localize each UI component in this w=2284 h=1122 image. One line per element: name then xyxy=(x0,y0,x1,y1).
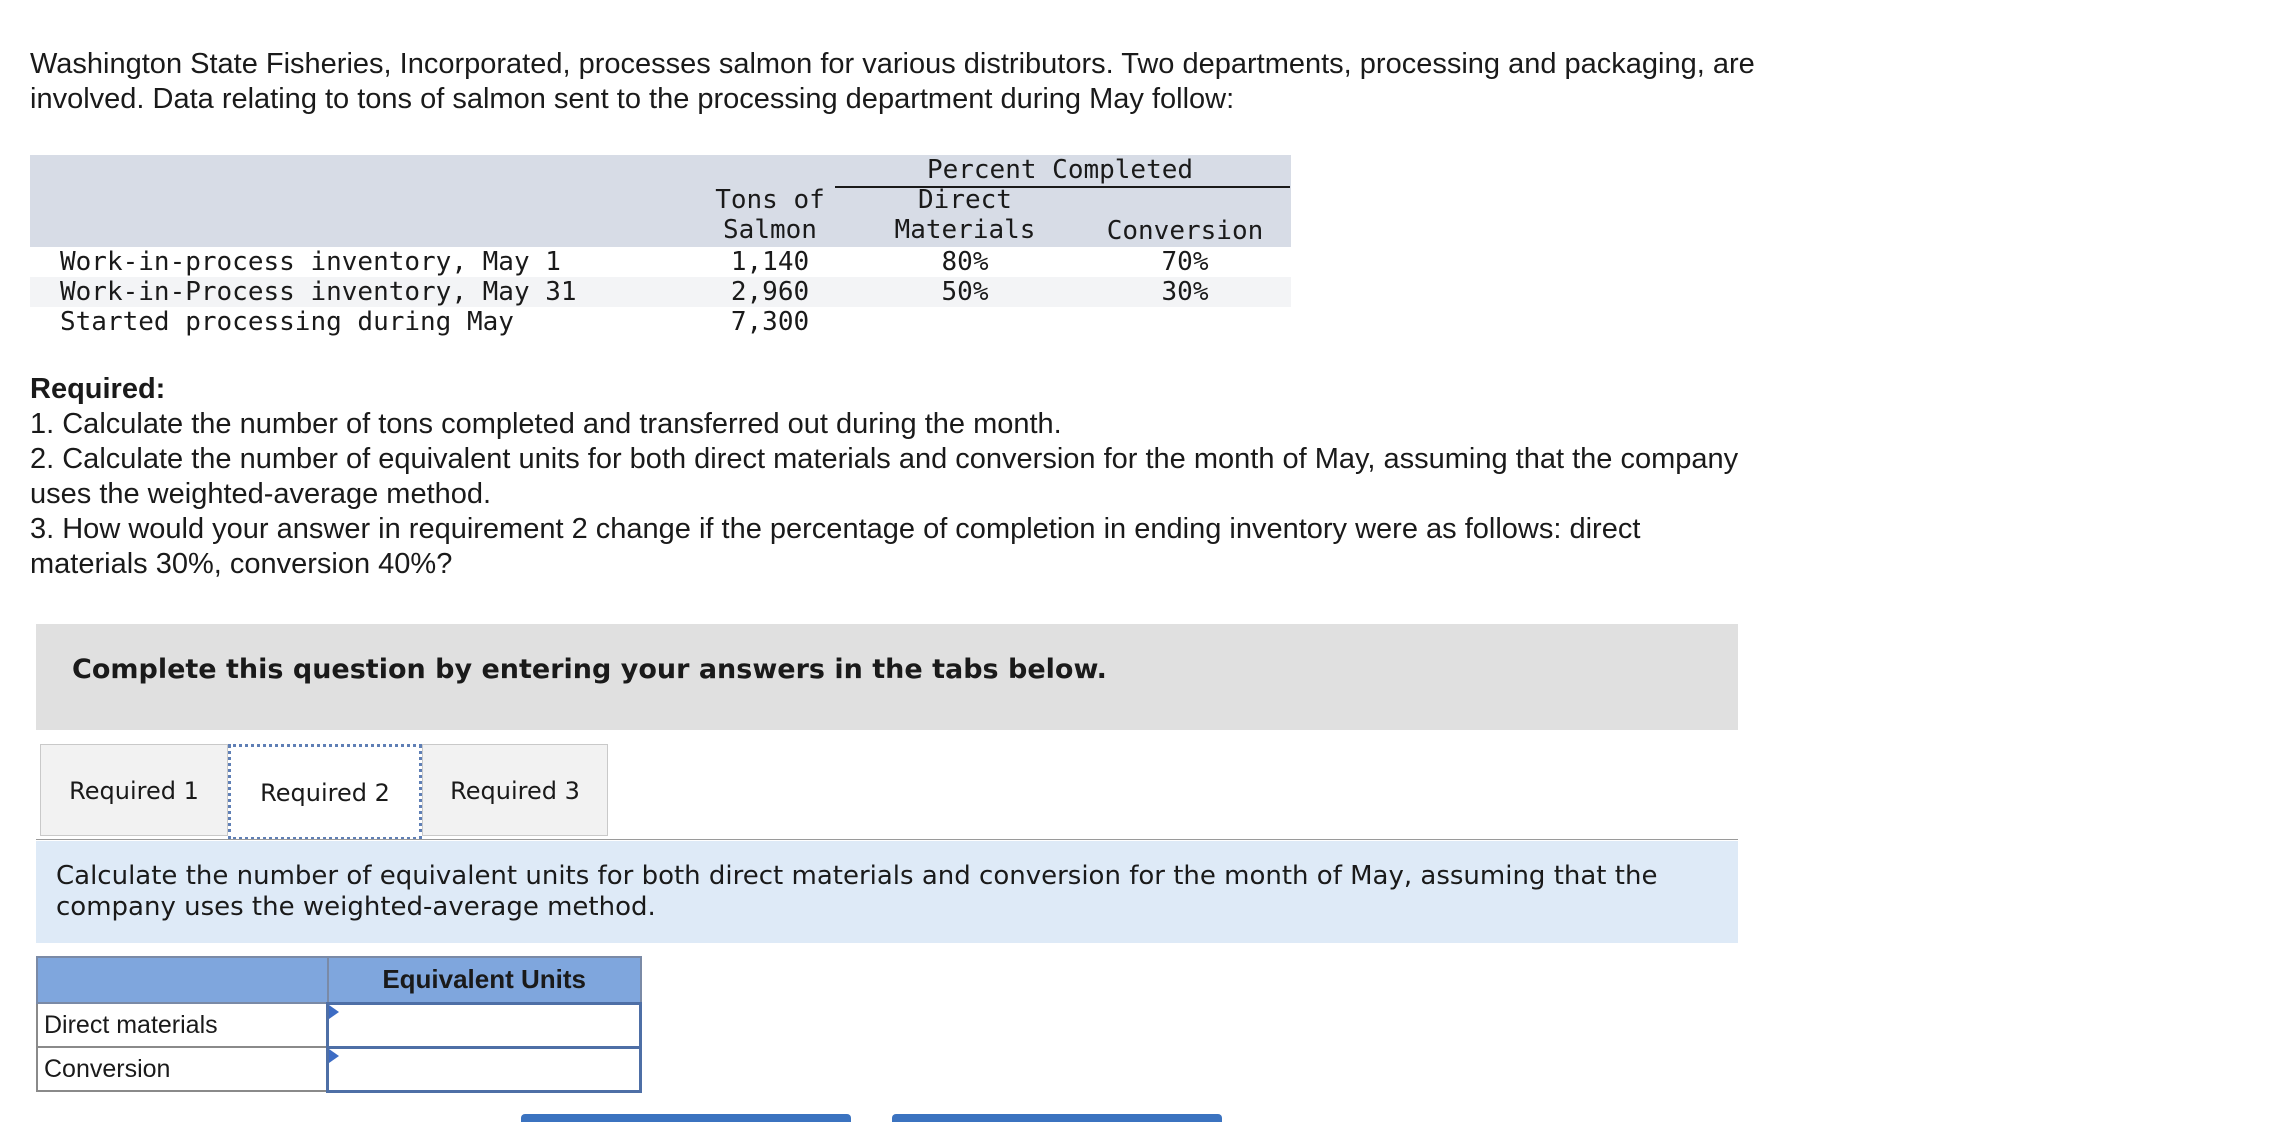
requirements-section xyxy=(30,372,1950,582)
previous-button[interactable] xyxy=(521,1114,851,1122)
dm-header-line-2: Materials xyxy=(894,215,1036,245)
conversion-label: Conversion xyxy=(37,1047,328,1091)
required-heading: Required: xyxy=(30,373,166,405)
answer-table-header-row xyxy=(37,957,641,1003)
equivalent-units-header: Equivalent Units xyxy=(328,957,641,1003)
tons-value: 7,300 xyxy=(730,307,810,337)
instruction-banner-text: Complete this question by entering your answers in the tabs below. xyxy=(72,654,1107,685)
direct-materials-column-header xyxy=(840,185,1090,245)
row-label: Work-in-process inventory, May 1 xyxy=(60,247,561,277)
salmon-data-table xyxy=(30,155,1291,337)
tab-panel-instruction xyxy=(36,841,1738,943)
direct-materials-label: Direct materials xyxy=(37,1003,328,1047)
conversion-percent: 30% xyxy=(1161,277,1209,307)
tabs-divider xyxy=(36,839,1738,840)
percent-completed-header: Percent Completed xyxy=(926,155,1194,185)
tab-required-1[interactable]: Required 1 xyxy=(40,744,228,836)
conversion-column-header: Conversion xyxy=(1106,216,1264,246)
table-row xyxy=(37,1047,641,1091)
table-row xyxy=(37,1003,641,1047)
tab-required-3[interactable]: Required 3 xyxy=(422,744,608,836)
tons-value: 2,960 xyxy=(730,277,810,307)
table-row xyxy=(30,247,1291,277)
direct-materials-answer-cell[interactable] xyxy=(328,1003,641,1047)
intro-line-2: involved. Data relating to tons of salmon sent to the processing department during May follow: xyxy=(30,83,1235,115)
conversion-equivalent-units-input[interactable] xyxy=(329,1050,639,1088)
next-button[interactable] xyxy=(892,1114,1222,1122)
conversion-answer-cell[interactable] xyxy=(328,1047,641,1091)
tab-panel-text: Calculate the number of equivalent units for both direct materials and conversion for the month of May, assuming that the company uses the weighted-average method. xyxy=(56,861,1658,922)
requirement-1: 1. Calculate the number of tons completed and transferred out during the month. xyxy=(30,408,1062,440)
direct-materials-equivalent-units-input[interactable] xyxy=(329,1006,639,1044)
data-table-header xyxy=(30,155,1291,247)
intro-line-1: Washington State Fisheries, Incorporated, processes salmon for various distributors. Two departments, processing and packaging, are xyxy=(30,48,1755,80)
instruction-banner xyxy=(36,624,1738,730)
tons-value: 1,140 xyxy=(730,247,810,277)
tons-header-line-2: Salmon xyxy=(723,215,817,245)
requirement-3-line-2: materials 30%, conversion 40%? xyxy=(30,548,453,580)
problem-intro xyxy=(30,47,1950,117)
answer-header-blank xyxy=(37,957,328,1003)
tab-required-2[interactable]: Required 2 xyxy=(228,744,422,840)
input-marker-icon xyxy=(329,1049,339,1063)
row-label: Work-in-Process inventory, May 31 xyxy=(60,277,577,307)
requirement-2-line-1: 2. Calculate the number of equivalent units for both direct materials and conversion for the month of May, assuming that the company xyxy=(30,443,1739,475)
input-marker-icon xyxy=(329,1005,339,1019)
row-label: Started processing during May xyxy=(60,307,514,337)
dm-percent: 50% xyxy=(941,277,989,307)
tons-header-line-1: Tons of xyxy=(715,185,825,215)
dm-header-line-1: Direct xyxy=(918,185,1012,215)
requirement-3-line-1: 3. How would your answer in requirement 2 change if the percentage of completion in ending inventory were as follows: direct xyxy=(30,513,1641,545)
table-row xyxy=(30,307,1291,337)
table-row xyxy=(30,277,1291,307)
requirement-2-line-2: uses the weighted-average method. xyxy=(30,478,492,510)
dm-percent: 80% xyxy=(941,247,989,277)
equivalent-units-answer-table xyxy=(36,956,642,1093)
conversion-percent: 70% xyxy=(1161,247,1209,277)
